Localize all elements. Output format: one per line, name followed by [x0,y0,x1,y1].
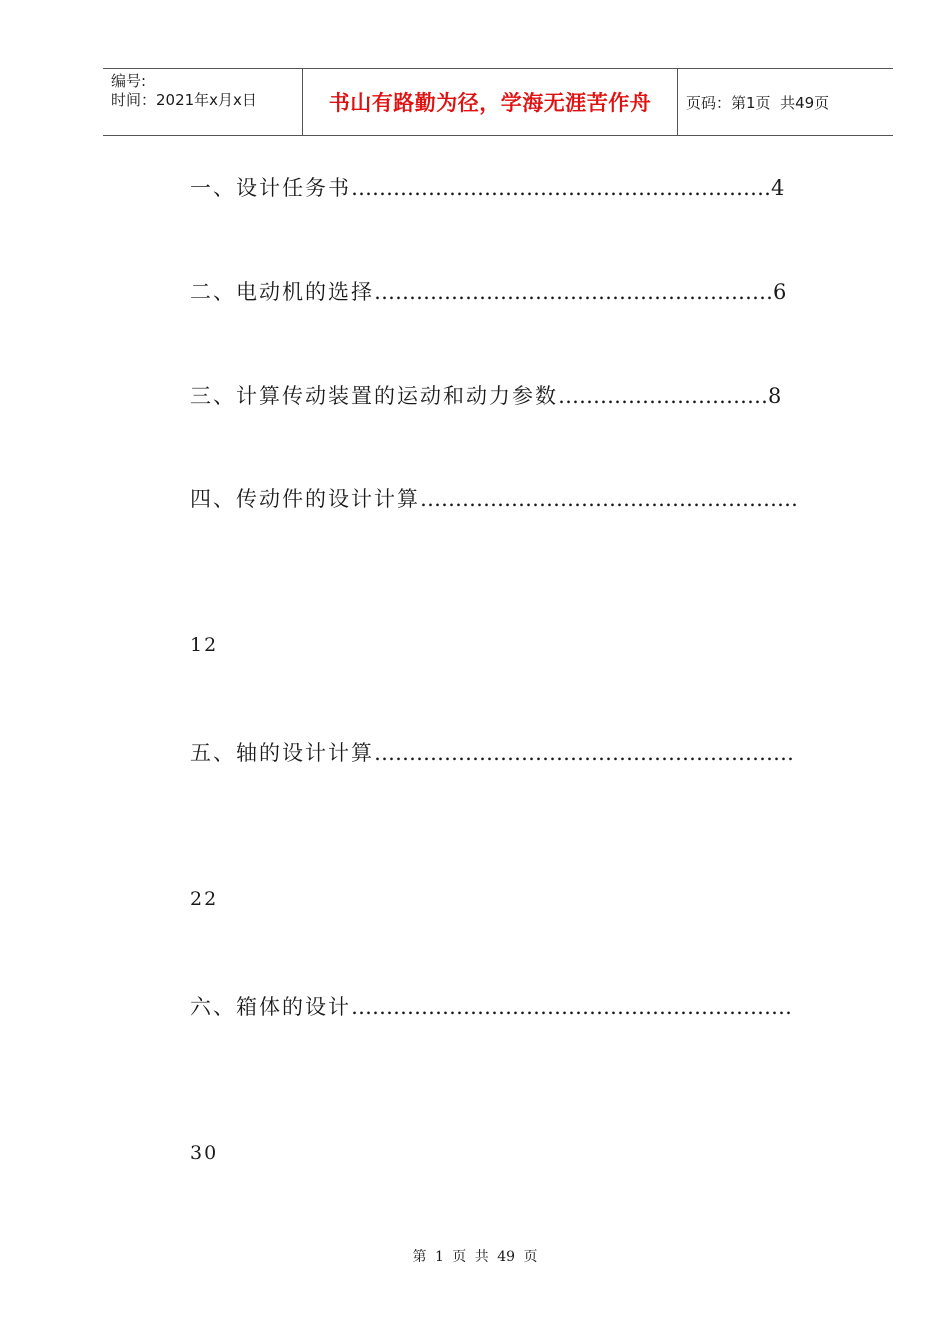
toc-leader-dots: ………………………… [558,384,768,408]
toc-page-number: 6 [773,280,789,304]
toc-leader-dots: …………………………………………………… [351,176,771,200]
page-footer [0,1246,950,1266]
toc-leader-dots: ……………………………………………………… [351,995,792,1019]
toc-leader-dots: ………………………………………………… [374,280,773,304]
toc-page-number-6: 30 [190,1142,219,1164]
toc-entry-5[interactable] [190,737,794,767]
toc-entry-4[interactable] [190,483,798,513]
header-page-info [678,69,893,135]
toc-entry-3[interactable] [190,380,783,410]
toc-leader-dots: …………………………………………………… [374,741,794,765]
toc-title: 三、计算传动装置的运动和动力参数 [190,384,558,408]
toc-title: 五、轴的设计计算 [190,741,374,765]
toc-entry-1[interactable] [190,172,786,202]
toc-title: 四、传动件的设计计算 [190,487,420,511]
toc-entry-2[interactable] [190,276,788,306]
toc-title: 六、箱体的设计 [190,995,351,1019]
toc-page-number-4: 12 [190,634,219,656]
page-info-text: 页码：第1页 共49页 [686,93,830,112]
header-meta [103,69,303,135]
toc-page-number-5: 22 [190,888,219,910]
header-motto: 书山有路勤为径，学海无涯苦作舟 [303,69,678,135]
toc-page-number: 4 [771,176,787,200]
page-header [103,68,893,136]
toc-leader-dots: ……………………………………………… [420,487,798,511]
toc-title: 一、设计任务书 [190,176,351,200]
toc-title: 二、电动机的选择 [190,280,374,304]
toc-page-number: 8 [768,384,784,408]
toc-entry-6[interactable] [190,991,792,1021]
serial-label: 编号: [111,72,147,90]
time-label: 时间：2021年x月x日 [111,91,257,109]
footer-page-count: 第 1 页 共 49 页 [412,1249,538,1265]
